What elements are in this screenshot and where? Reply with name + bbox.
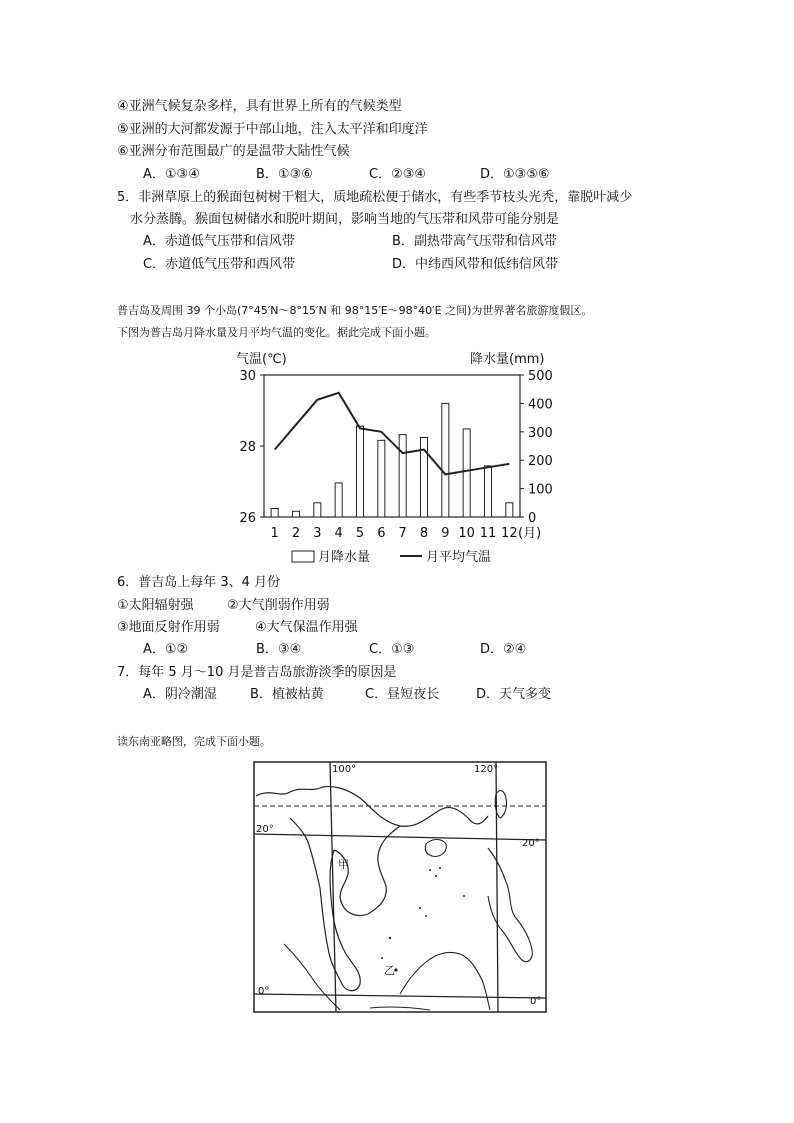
label-lon-120: 120° [474, 764, 499, 775]
precip-bar [442, 403, 449, 517]
x-unit-label: (月) [518, 526, 542, 541]
q6-item-3: ③地面反射作用弱 [117, 620, 220, 635]
precip-bar [378, 440, 385, 517]
q6-item-2: ②大气削弱作用弱 [227, 598, 330, 613]
precip-tick-label: 100 [528, 482, 553, 498]
precip-tick-label: 400 [528, 397, 553, 413]
label-lon-100: 100° [332, 764, 357, 775]
temp-tick-label: 26 [239, 511, 256, 526]
label-lat-20-right: 20° [522, 838, 540, 849]
q6-stem: 6．普吉岛上每年 3、4 月份 [117, 575, 281, 590]
precip-bar [357, 426, 364, 517]
q4-option-b: B．①③⑥ [256, 167, 313, 182]
temp-tick-label: 30 [239, 369, 256, 384]
plot-frame [264, 375, 520, 517]
q5-stem-line1: 5．非洲草原上的猴面包树树干粗大，质地疏松便于储水，有些季节枝头光秃，靠脱叶减少 [117, 190, 633, 205]
month-tick-label: 5 [355, 526, 365, 541]
legend-bar-swatch [292, 551, 314, 562]
temperature-line [275, 393, 510, 475]
q5-option-d: D．中纬西风带和低纬信风带 [392, 257, 559, 272]
label-lat-0-right: 0° [530, 996, 542, 1007]
precip-bar [485, 466, 492, 517]
precip-bar [463, 429, 470, 517]
q7-option-b: B．植被枯黄 [250, 687, 324, 702]
q6-option-d: D．②④ [480, 642, 527, 657]
q5-option-c: C．赤道低气压带和西风带 [143, 257, 296, 272]
precip-tick-label: 500 [528, 369, 553, 384]
month-tick-label: 11 [479, 526, 497, 541]
passage1-line1: 普吉岛及周围 39 个小岛(7°45′N～8°15′N 和 98°15′E～98°40′E 之间)为世界著名旅游度假区。 [117, 304, 593, 317]
month-tick-label: 7 [398, 526, 407, 541]
precip-tick-label: 200 [528, 454, 553, 470]
month-tick-label: 2 [291, 526, 301, 541]
precip-tick-label: 0 [528, 511, 537, 526]
precip-tick-label: 300 [528, 425, 553, 441]
q7-option-c: C．昼短夜长 [365, 687, 440, 702]
precip-bar [314, 503, 321, 517]
precip-bar [399, 435, 406, 517]
q4-item-6: ⑥亚洲分布范围最广的是温带大陆性气候 [117, 144, 350, 159]
passage1-line2: 下图为普吉岛月降水量及月平均气温的变化。据此完成下面小题。 [117, 326, 436, 339]
passage2: 读东南亚略图，完成下面小题。 [117, 735, 271, 748]
label-yi: 乙 [384, 964, 395, 977]
temp-tick-label: 28 [239, 440, 256, 455]
month-tick-label: 9 [441, 526, 450, 541]
month-tick-label: 12 [501, 526, 518, 541]
q6-option-c: C．①③ [369, 642, 415, 657]
month-tick-label: 10 [458, 526, 475, 541]
month-tick-label: 3 [313, 526, 322, 541]
q4-item-5: ⑤亚洲的大河都发源于中部山地，注入太平洋和印度洋 [117, 122, 428, 137]
legend-bar-label: 月降水量 [318, 550, 371, 565]
legend-line-label: 月平均气温 [426, 550, 492, 565]
label-lat-0-left: 0° [258, 986, 270, 997]
q7-option-d: D．天气多变 [476, 687, 552, 702]
q5-option-a: A．赤道低气压带和信风带 [143, 234, 295, 249]
map-frame [254, 762, 546, 1012]
q4-option-c: C．②③④ [369, 167, 427, 182]
q4-item-4: ④亚洲气候复杂多样，具有世界上所有的气候类型 [117, 99, 402, 114]
left-axis-label: 气温(℃) [236, 352, 287, 367]
q5-option-b: B．副热带高气压带和信风带 [392, 234, 557, 249]
month-tick-label: 4 [334, 526, 343, 541]
month-tick-label: 1 [270, 526, 279, 541]
right-axis-label: 降水量(mm) [470, 352, 545, 367]
q6-option-a: A．①② [143, 642, 189, 657]
precip-bar [293, 511, 300, 517]
southeast-asia-map [250, 758, 550, 1016]
month-tick-label: 6 [377, 526, 386, 541]
precip-bar [335, 483, 342, 517]
q4-option-d: D．①③⑤⑥ [480, 167, 550, 182]
precip-bar [271, 508, 278, 517]
q4-option-a: A．①③④ [143, 167, 200, 182]
month-tick-label: 8 [419, 526, 429, 541]
q7-option-a: A．阴冷潮湿 [143, 687, 217, 702]
q6-option-b: B．③④ [256, 642, 302, 657]
label-jia: 甲 [338, 858, 349, 871]
q6-item-1: ①太阳辐射强 [117, 598, 194, 613]
label-lat-20-left: 20° [256, 824, 274, 835]
q5-stem-line2: 水分蒸腾。猴面包树储水和脱叶期间，影响当地的气压带和风带可能分别是 [130, 212, 560, 227]
q7-stem: 7．每年 5 月～10 月是普吉岛旅游淡季的原因是 [117, 665, 397, 680]
climate-chart [230, 345, 570, 575]
precip-bar [506, 503, 513, 517]
q6-item-4: ④大气保温作用强 [255, 620, 358, 635]
